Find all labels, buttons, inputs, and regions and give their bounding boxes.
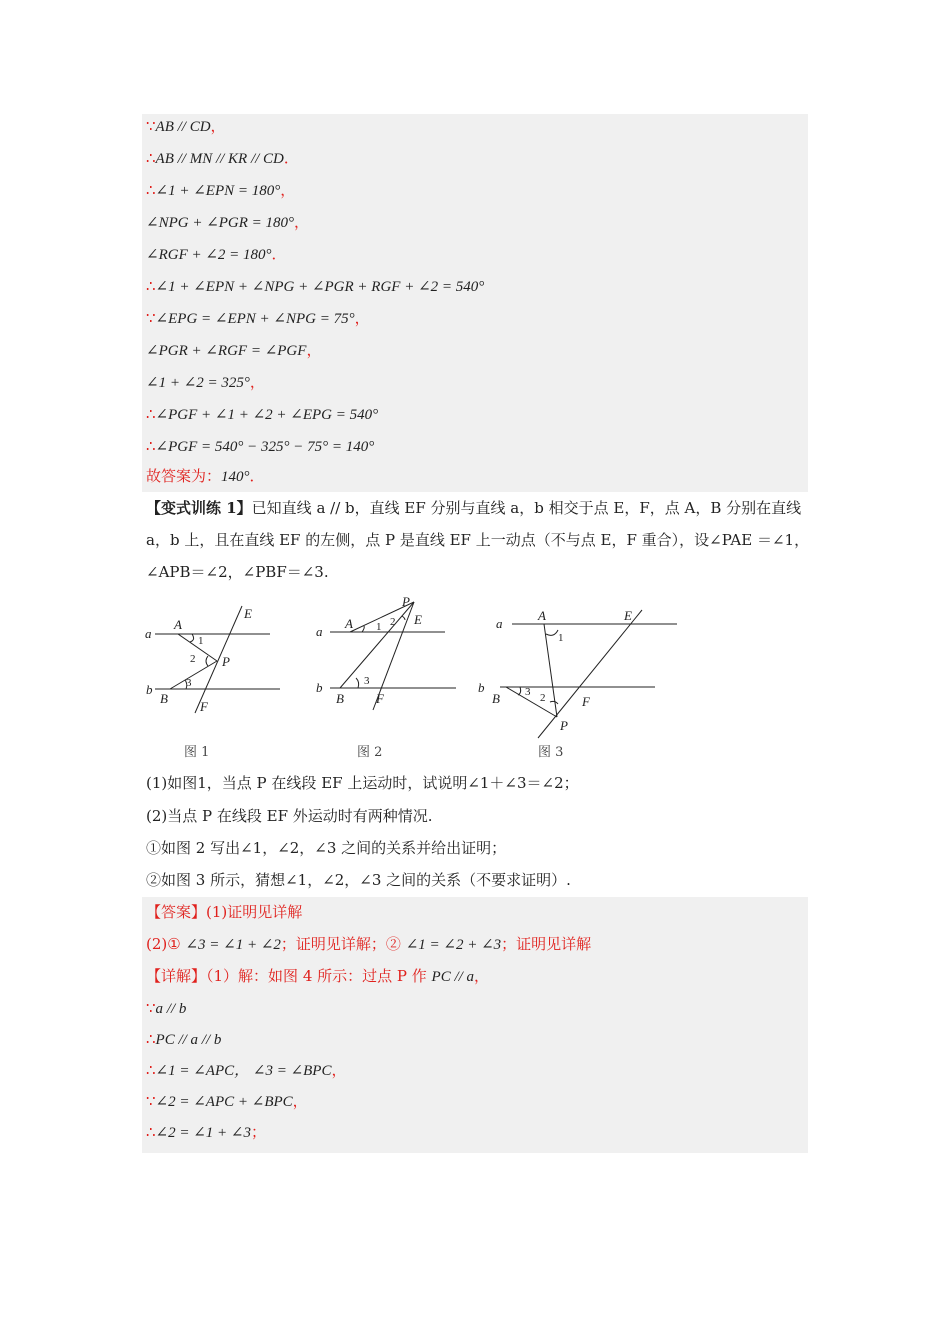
part1-line: ∴∠PGF + ∠1 + ∠2 + ∠EPG = 540° [146, 405, 379, 423]
problem-statement [146, 492, 810, 588]
problem-tag: 【变式训练 1】 [146, 499, 252, 517]
part2-line: ∵∠2 = ∠APC + ∠BPC， [146, 1092, 308, 1110]
fig2-angle-2: 2 [390, 616, 396, 628]
question-2: (2)当点 P 在线段 EF 外运动时有两种情况. [146, 807, 433, 825]
part1-line: ∴∠1 + ∠EPN = 180°， [146, 181, 296, 199]
answer-summary-1: 【答案】(1)证明见详解 [146, 903, 303, 921]
part1-line: ∠1 + ∠2 = 325°， [146, 373, 265, 391]
fig1-label-B: B [160, 691, 168, 706]
fig2-label-F: F [376, 691, 384, 706]
fig3-label-A: A [538, 608, 546, 623]
fig1-label-F: F [200, 699, 208, 714]
fig3-angle-2: 2 [540, 692, 546, 704]
fig2-angle-1: 1 [376, 621, 382, 633]
fig3-angle-3: 3 [525, 686, 531, 698]
answer-line: 故答案为：140°． [146, 467, 265, 485]
figure-1 [140, 598, 290, 718]
part1-line: ∵∠EPG = ∠EPN + ∠NPG = 75°， [146, 309, 370, 327]
part2-line: ∴∠2 = ∠1 + ∠3； [146, 1123, 267, 1141]
part1-line: ∵AB // CD， [146, 117, 226, 135]
figure-1-caption: 图 1 [184, 745, 210, 760]
part2-line: ∴∠1 = ∠APC， ∠3 = ∠BPC， [146, 1061, 347, 1079]
fig2-label-P: P [402, 594, 410, 609]
question-2a: ①如图 2 写出∠1，∠2，∠3 之间的关系并给出证明； [146, 839, 507, 857]
fig3-label-E: E [624, 608, 632, 623]
fig3-label-b: b [478, 680, 485, 695]
fig3-label-B: B [492, 691, 500, 706]
fig1-angle-1: 1 [198, 635, 204, 647]
fig1-label-b: b [146, 682, 153, 697]
fig2-label-b: b [316, 680, 323, 695]
part1-line: ∴∠PGF = 540° − 325° − 75° = 140° [146, 437, 375, 455]
fig3-angle-1: 1 [558, 632, 564, 644]
fig1-label-a: a [145, 626, 152, 641]
fig3-label-F: F [582, 694, 590, 709]
fig2-label-E: E [414, 612, 422, 627]
fig3-label-P: P [560, 718, 568, 733]
detail-intro: 【详解】（1）解：如图 4 所示：过点 P 作 PC // a， [146, 967, 490, 985]
fig1-label-A: A [174, 617, 182, 632]
part1-line: ∴AB // MN // KR // CD． [146, 149, 299, 167]
question-2b: ②如图 3 所示，猜想∠1，∠2，∠3 之间的关系（不要求证明）. [146, 871, 571, 889]
fig1-label-P: P [222, 654, 230, 669]
fig2-label-a: a [316, 624, 323, 639]
fig1-label-E: E [244, 606, 252, 621]
answer-summary-2: (2)① ∠3 = ∠1 + ∠2；证明见详解；② ∠1 = ∠2 + ∠3；证明见详解 [146, 935, 592, 953]
part2-line: ∴PC // a // b [146, 1030, 222, 1048]
part1-line: ∴∠1 + ∠EPN + ∠NPG + ∠PGR + RGF + ∠2 = 540° [146, 277, 485, 295]
fig2-angle-3: 3 [364, 675, 370, 687]
part1-line: ∠PGR + ∠RGF = ∠PGF， [146, 341, 322, 359]
fig2-label-B: B [336, 691, 344, 706]
figure-3-caption: 图 3 [538, 745, 564, 760]
part1-line: ∠NPG + ∠PGR = 180°， [146, 213, 310, 231]
question-1: (1)如图1，当点 P 在线段 EF 上运动时，试说明∠1＋∠3＝∠2； [146, 774, 579, 792]
problem-text: 已知直线 a // b，直线 EF 分别与直线 a，b 相交于点 E，F，点 A，B 分别在直线 a，b 上，且在直线 EF 的左侧，点 P 是直线 EF 上一动点（不与点 E，F 重合），设∠PAE ＝∠1，∠APB＝∠2，∠PBF＝∠3. [146, 499, 810, 581]
fig2-label-A: A [345, 616, 353, 631]
fig1-angle-2: 2 [190, 653, 196, 665]
part1-line: ∠RGF + ∠2 = 180°． [146, 245, 287, 263]
figure-2-caption: 图 2 [357, 745, 383, 760]
fig3-label-a: a [496, 616, 503, 631]
figure-3 [480, 600, 685, 740]
figure-2 [310, 592, 460, 718]
part2-line: ∵a // b [146, 999, 187, 1017]
fig1-angle-3: 3 [186, 677, 192, 689]
